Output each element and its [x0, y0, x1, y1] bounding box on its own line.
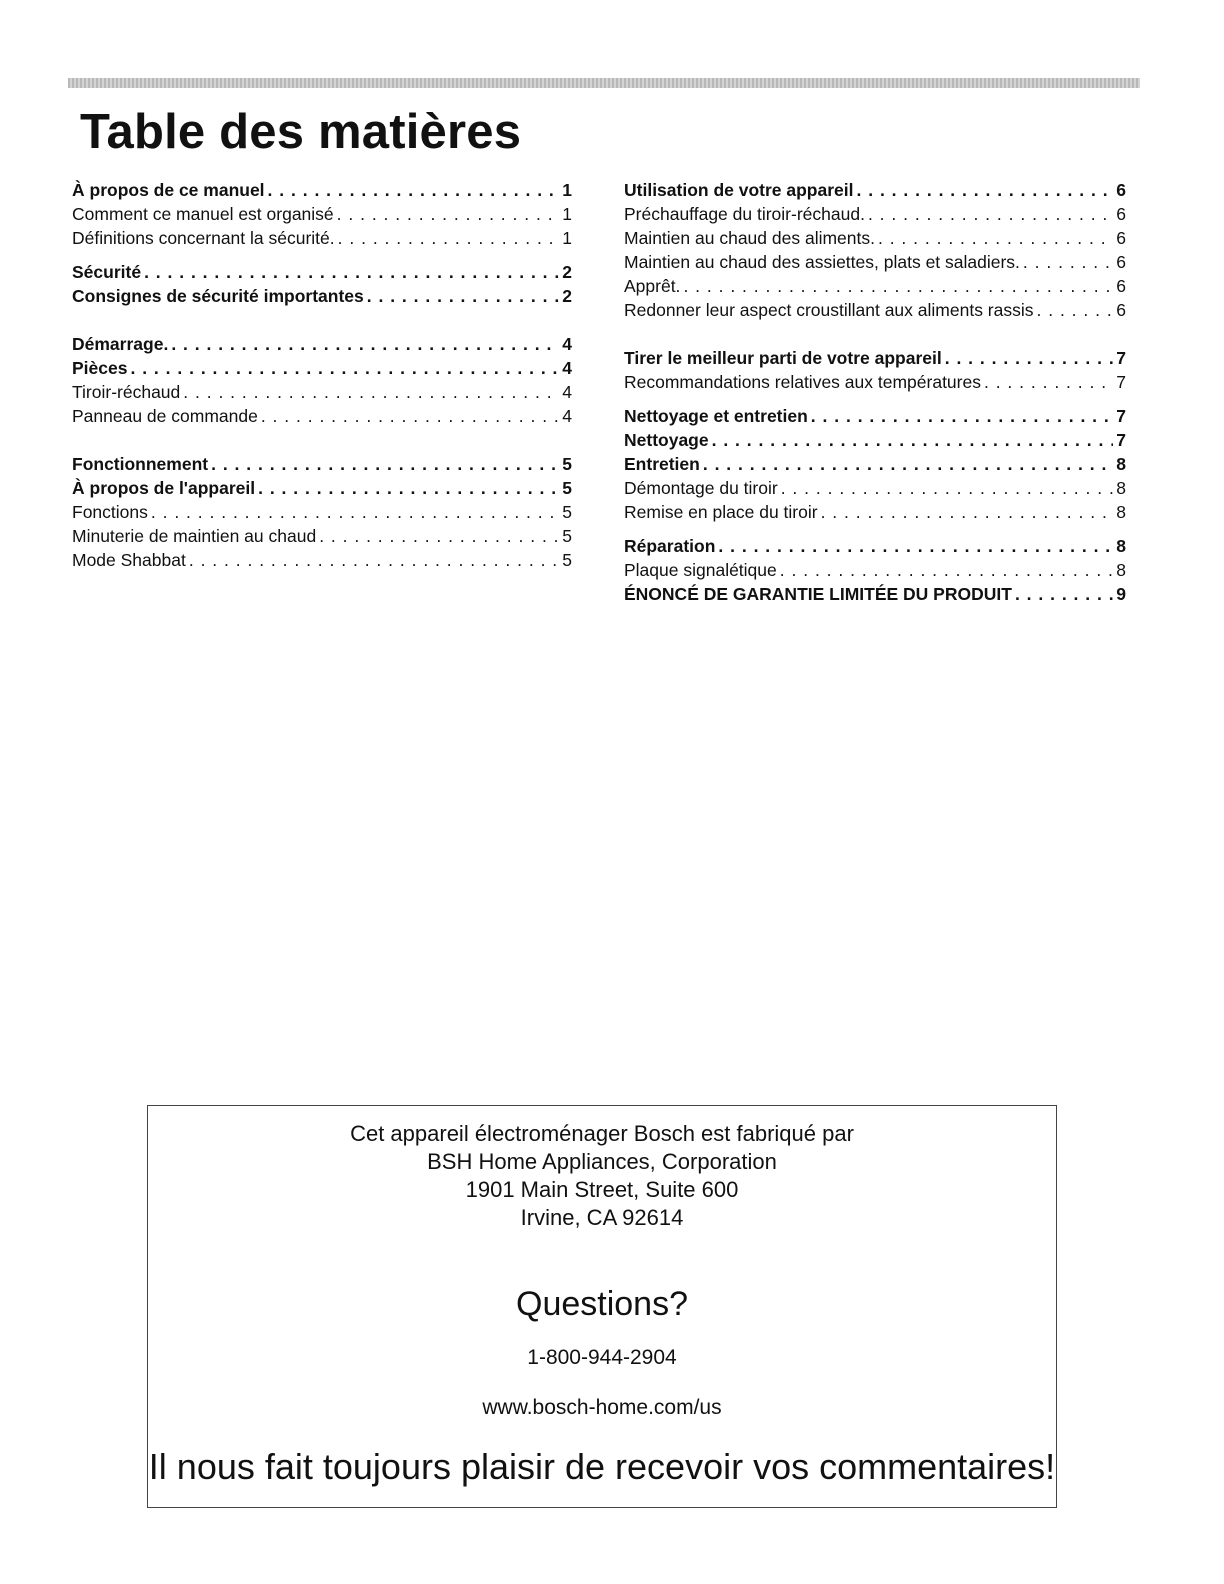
toc-entry-title: Définitions concernant la sécurité.	[72, 228, 335, 248]
toc-page-number: 7	[1116, 372, 1126, 392]
dot-leader	[718, 534, 1113, 558]
toc-page-number: 5	[562, 550, 572, 570]
toc-page-number: 6	[1116, 300, 1126, 320]
dot-leader	[367, 284, 560, 308]
toc-entry-title: Plaque signalétique	[624, 560, 777, 580]
toc-spacer	[624, 394, 1126, 404]
dot-leader	[189, 548, 559, 572]
toc-subentry[interactable]	[72, 548, 572, 572]
toc-entry-title: Nettoyage et entretien	[624, 406, 808, 426]
dot-leader	[211, 452, 559, 476]
toc-entry-title: Démarrage.	[72, 334, 169, 354]
feedback-message: Il nous fait toujours plaisir de recevoir vos commentaires!	[148, 1446, 1056, 1487]
toc-page-number: 8	[1116, 502, 1126, 522]
toc-subentry[interactable]	[624, 370, 1126, 394]
toc-entry-title: Recommandations relatives aux températures	[624, 372, 981, 392]
toc-subentry[interactable]	[624, 558, 1126, 582]
toc-left-column	[72, 178, 572, 572]
toc-section-entry[interactable]	[72, 284, 572, 308]
toc-page-number: 5	[562, 502, 572, 522]
toc-page-number: 4	[562, 382, 572, 402]
toc-subentry[interactable]	[72, 404, 572, 428]
dot-leader	[811, 404, 1113, 428]
toc-page-number: 6	[1116, 180, 1126, 200]
dot-leader	[703, 452, 1113, 476]
toc-page-number: 9	[1116, 584, 1126, 604]
toc-page-number: 8	[1116, 478, 1126, 498]
dot-leader	[130, 356, 559, 380]
toc-section-entry[interactable]	[72, 452, 572, 476]
toc-entry-title: Remise en place du tiroir	[624, 502, 818, 522]
dot-leader	[183, 380, 559, 404]
toc-subentry[interactable]	[72, 500, 572, 524]
toc-subentry[interactable]	[624, 250, 1126, 274]
toc-page-number: 4	[562, 358, 572, 378]
dot-leader	[268, 178, 560, 202]
toc-section-entry[interactable]	[72, 476, 572, 500]
toc-page-number: 1	[562, 180, 572, 200]
toc-entry-title: Redonner leur aspect croustillant aux aliments rassis	[624, 300, 1034, 320]
toc-page-number: 2	[562, 262, 572, 282]
toc-section-entry[interactable]	[624, 428, 1126, 452]
toc-entry-title: Fonctions	[72, 502, 148, 522]
dot-leader	[683, 274, 1113, 298]
toc-entry-title: Fonctionnement	[72, 454, 209, 474]
toc-subentry[interactable]	[72, 380, 572, 404]
toc-entry-title: Préchauffage du tiroir-réchaud.	[624, 204, 865, 224]
dot-leader	[821, 500, 1114, 524]
toc-subentry[interactable]	[624, 298, 1126, 322]
toc-entry-title: À propos de ce manuel	[72, 180, 265, 200]
toc-page-number: 4	[562, 406, 572, 426]
dot-leader	[1037, 298, 1114, 322]
dot-leader	[171, 332, 559, 356]
dot-leader	[1015, 582, 1113, 606]
contact-info-box	[147, 1105, 1057, 1508]
toc-page-number: 7	[1116, 430, 1126, 450]
questions-heading: Questions?	[516, 1285, 688, 1323]
toc-page-number: 1	[562, 204, 572, 224]
toc-subentry[interactable]	[72, 524, 572, 548]
maker-line: Cet appareil électroménager Bosch est fabriqué par	[350, 1121, 854, 1146]
dot-leader	[319, 524, 559, 548]
toc-section-entry[interactable]	[72, 356, 572, 380]
dot-leader	[984, 370, 1113, 394]
toc-entry-title: Démontage du tiroir	[624, 478, 778, 498]
toc-entry-title: Panneau de commande	[72, 406, 258, 426]
toc-page-number: 8	[1116, 560, 1126, 580]
toc-spacer	[72, 250, 572, 260]
toc-page-number: 8	[1116, 536, 1126, 556]
toc-entry-title: Réparation	[624, 536, 716, 556]
toc-entry-title: Minuterie de maintien au chaud	[72, 526, 317, 546]
toc-entry-title: Maintien au chaud des aliments.	[624, 228, 875, 248]
toc-subentry[interactable]	[624, 202, 1126, 226]
toc-entry-title: ÉNONCÉ DE GARANTIE LIMITÉE DU PRODUIT	[624, 584, 1012, 604]
toc-page-number: 7	[1116, 406, 1126, 426]
toc-entry-title: Utilisation de votre appareil	[624, 180, 854, 200]
toc-subentry[interactable]	[72, 202, 572, 226]
toc-entry-title: Mode Shabbat	[72, 550, 186, 570]
dot-leader	[151, 500, 559, 524]
page-title: Table des matières	[80, 105, 522, 159]
toc-spacer	[72, 308, 572, 332]
maker-line: BSH Home Appliances, Corporation	[427, 1149, 777, 1174]
dot-leader	[878, 226, 1113, 250]
toc-entry-title: Apprêt.	[624, 276, 681, 296]
dot-leader	[338, 226, 560, 250]
toc-entry-title: Maintien au chaud des assiettes, plats et saladiers.	[624, 252, 1020, 272]
toc-page-number: 1	[562, 228, 572, 248]
phone-number: 1-800-944-2904	[527, 1346, 677, 1369]
toc-subentry[interactable]	[624, 500, 1126, 524]
toc-section-entry[interactable]	[72, 332, 572, 356]
toc-spacer	[624, 322, 1126, 346]
dot-leader	[868, 202, 1113, 226]
dot-leader	[945, 346, 1114, 370]
toc-entry-title: Sécurité	[72, 262, 142, 282]
toc-page-number: 2	[562, 286, 572, 306]
toc-page-number: 8	[1116, 454, 1126, 474]
dot-leader	[712, 428, 1114, 452]
toc-entry-title: Tiroir-réchaud	[72, 382, 181, 402]
toc-section-entry[interactable]	[624, 178, 1126, 202]
toc-section-entry[interactable]	[624, 404, 1126, 428]
dot-leader	[780, 558, 1114, 582]
toc-subentry[interactable]	[72, 226, 572, 250]
toc-spacer	[72, 428, 572, 452]
toc-page-number: 5	[562, 454, 572, 474]
manufacturer-address	[148, 1120, 1056, 1232]
dot-leader	[258, 476, 559, 500]
toc-right-column	[624, 178, 1126, 606]
toc-section-entry[interactable]	[624, 346, 1126, 370]
website-link[interactable]: www.bosch-home.com/us	[482, 1396, 722, 1419]
toc-page-number: 4	[562, 334, 572, 354]
dot-leader	[1023, 250, 1113, 274]
toc-section-entry[interactable]	[624, 534, 1126, 558]
dot-leader	[337, 202, 560, 226]
toc-entry-title: Entretien	[624, 454, 700, 474]
toc-subentry[interactable]	[624, 226, 1126, 250]
toc-section-entry[interactable]	[624, 582, 1126, 606]
toc-page-number: 6	[1116, 228, 1126, 248]
toc-entry-title: Tirer le meilleur parti de votre appareil	[624, 348, 942, 368]
toc-entry-title: Pièces	[72, 358, 128, 378]
dot-leader	[857, 178, 1114, 202]
toc-entry-title: Comment ce manuel est organisé	[72, 204, 334, 224]
toc-page-number: 5	[562, 478, 572, 498]
maker-line: 1901 Main Street, Suite 600	[465, 1177, 739, 1202]
toc-section-entry[interactable]	[72, 178, 572, 202]
dot-leader	[261, 404, 559, 428]
toc-page-number: 7	[1116, 348, 1126, 368]
toc-subentry[interactable]	[624, 274, 1126, 298]
toc-page-number: 6	[1116, 204, 1126, 224]
dot-leader	[781, 476, 1114, 500]
toc-page-number: 5	[562, 526, 572, 546]
top-rule	[68, 78, 1140, 88]
maker-line: Irvine, CA 92614	[520, 1205, 684, 1230]
dot-leader	[144, 260, 559, 284]
toc-entry-title: Nettoyage	[624, 430, 709, 450]
toc-page-number: 6	[1116, 252, 1126, 272]
toc-entry-title: Consignes de sécurité importantes	[72, 286, 364, 306]
toc-spacer	[624, 524, 1126, 534]
toc-section-entry[interactable]	[624, 452, 1126, 476]
toc-section-entry[interactable]	[72, 260, 572, 284]
toc-subentry[interactable]	[624, 476, 1126, 500]
toc-page-number: 6	[1116, 276, 1126, 296]
toc-entry-title: À propos de l'appareil	[72, 478, 256, 498]
